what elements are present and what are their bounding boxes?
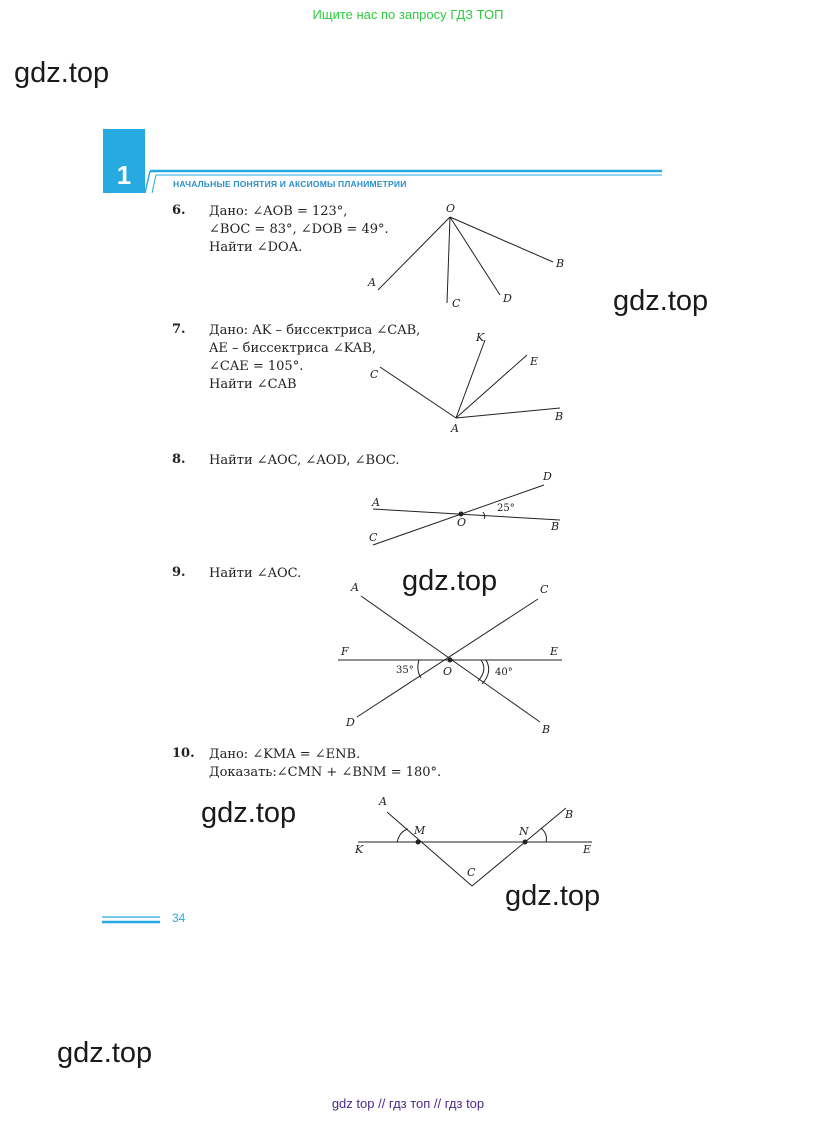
point-label: B	[565, 808, 574, 821]
footer-links[interactable]: gdz top // гдз топ // гдз top	[331, 1096, 485, 1111]
chapter-title: НАЧАЛЬНЫЕ ПОНЯТИЯ И АКСИОМЫ ПЛАНИМЕТРИИ	[173, 179, 407, 189]
point-label: B	[542, 723, 551, 736]
point-label: O	[446, 202, 456, 215]
point-label: O	[443, 665, 453, 678]
angle-label: 35°	[396, 665, 414, 676]
problem-line: Дано: ∠AOB = 123°,	[209, 204, 348, 219]
problem-line: Доказать:∠CMN + ∠BNM = 180°.	[209, 765, 442, 780]
problem-line: Найти ∠DOA.	[209, 240, 303, 255]
point-label: A	[379, 795, 387, 808]
point-label: N	[519, 825, 529, 838]
watermark: gdz.top	[505, 880, 601, 912]
angle-label: 25°	[497, 503, 515, 514]
point-label: A	[372, 496, 380, 509]
problem-line: ∠BOC = 83°, ∠DOB = 49°.	[209, 222, 389, 237]
point-label: C	[452, 297, 461, 310]
watermark: gdz.top	[613, 285, 709, 317]
point-label: O	[457, 516, 467, 529]
point-label: F	[341, 645, 349, 658]
point-label: E	[550, 645, 559, 658]
point-label: C	[540, 583, 549, 596]
problem-number: 6.	[172, 203, 186, 218]
point-label: D	[346, 716, 355, 729]
page-number: 34	[172, 911, 186, 925]
angle-label: 40°	[495, 667, 513, 678]
point-label: C	[467, 866, 476, 879]
watermark: gdz.top	[14, 57, 110, 89]
point-label: B	[555, 410, 564, 423]
point-label: E	[530, 355, 539, 368]
watermark: gdz.top	[57, 1037, 153, 1069]
watermark: gdz.top	[402, 565, 498, 597]
point-label: A	[451, 422, 459, 435]
point-label: A	[351, 581, 359, 594]
point-label: B	[551, 520, 560, 533]
point-label: A	[368, 276, 376, 289]
point-label: D	[543, 470, 552, 483]
point-label: C	[369, 531, 378, 544]
problem-line: ∠CAE = 105°.	[209, 359, 304, 374]
point-label: E	[583, 843, 592, 856]
problem-line: Дано: ∠KMA = ∠ENB.	[209, 747, 361, 762]
problem-line: Найти ∠AOC.	[209, 566, 302, 581]
problem-number: 7.	[172, 322, 186, 337]
problem-number: 8.	[172, 452, 186, 467]
problem-line: Найти ∠AOC, ∠AOD, ∠BOC.	[209, 453, 400, 468]
problem-line: Дано: AK – биссектриса ∠CAB,	[209, 323, 421, 338]
point-label: B	[556, 257, 565, 270]
watermark: gdz.top	[201, 797, 297, 829]
point-label: D	[503, 292, 512, 305]
point-label: K	[476, 331, 485, 344]
point-label: M	[414, 824, 426, 837]
point-label: K	[355, 843, 364, 856]
chapter-number: 1	[116, 160, 132, 190]
problem-line: Найти ∠CAB	[209, 377, 297, 392]
point-label: C	[370, 368, 379, 381]
header-search-link[interactable]: Ищите нас по запросу ГДЗ ТОП	[312, 7, 504, 22]
problem-line: AE – биссектриса ∠KAB,	[209, 341, 377, 356]
problem-number: 9.	[172, 565, 186, 580]
problem-number: 10.	[172, 746, 195, 761]
